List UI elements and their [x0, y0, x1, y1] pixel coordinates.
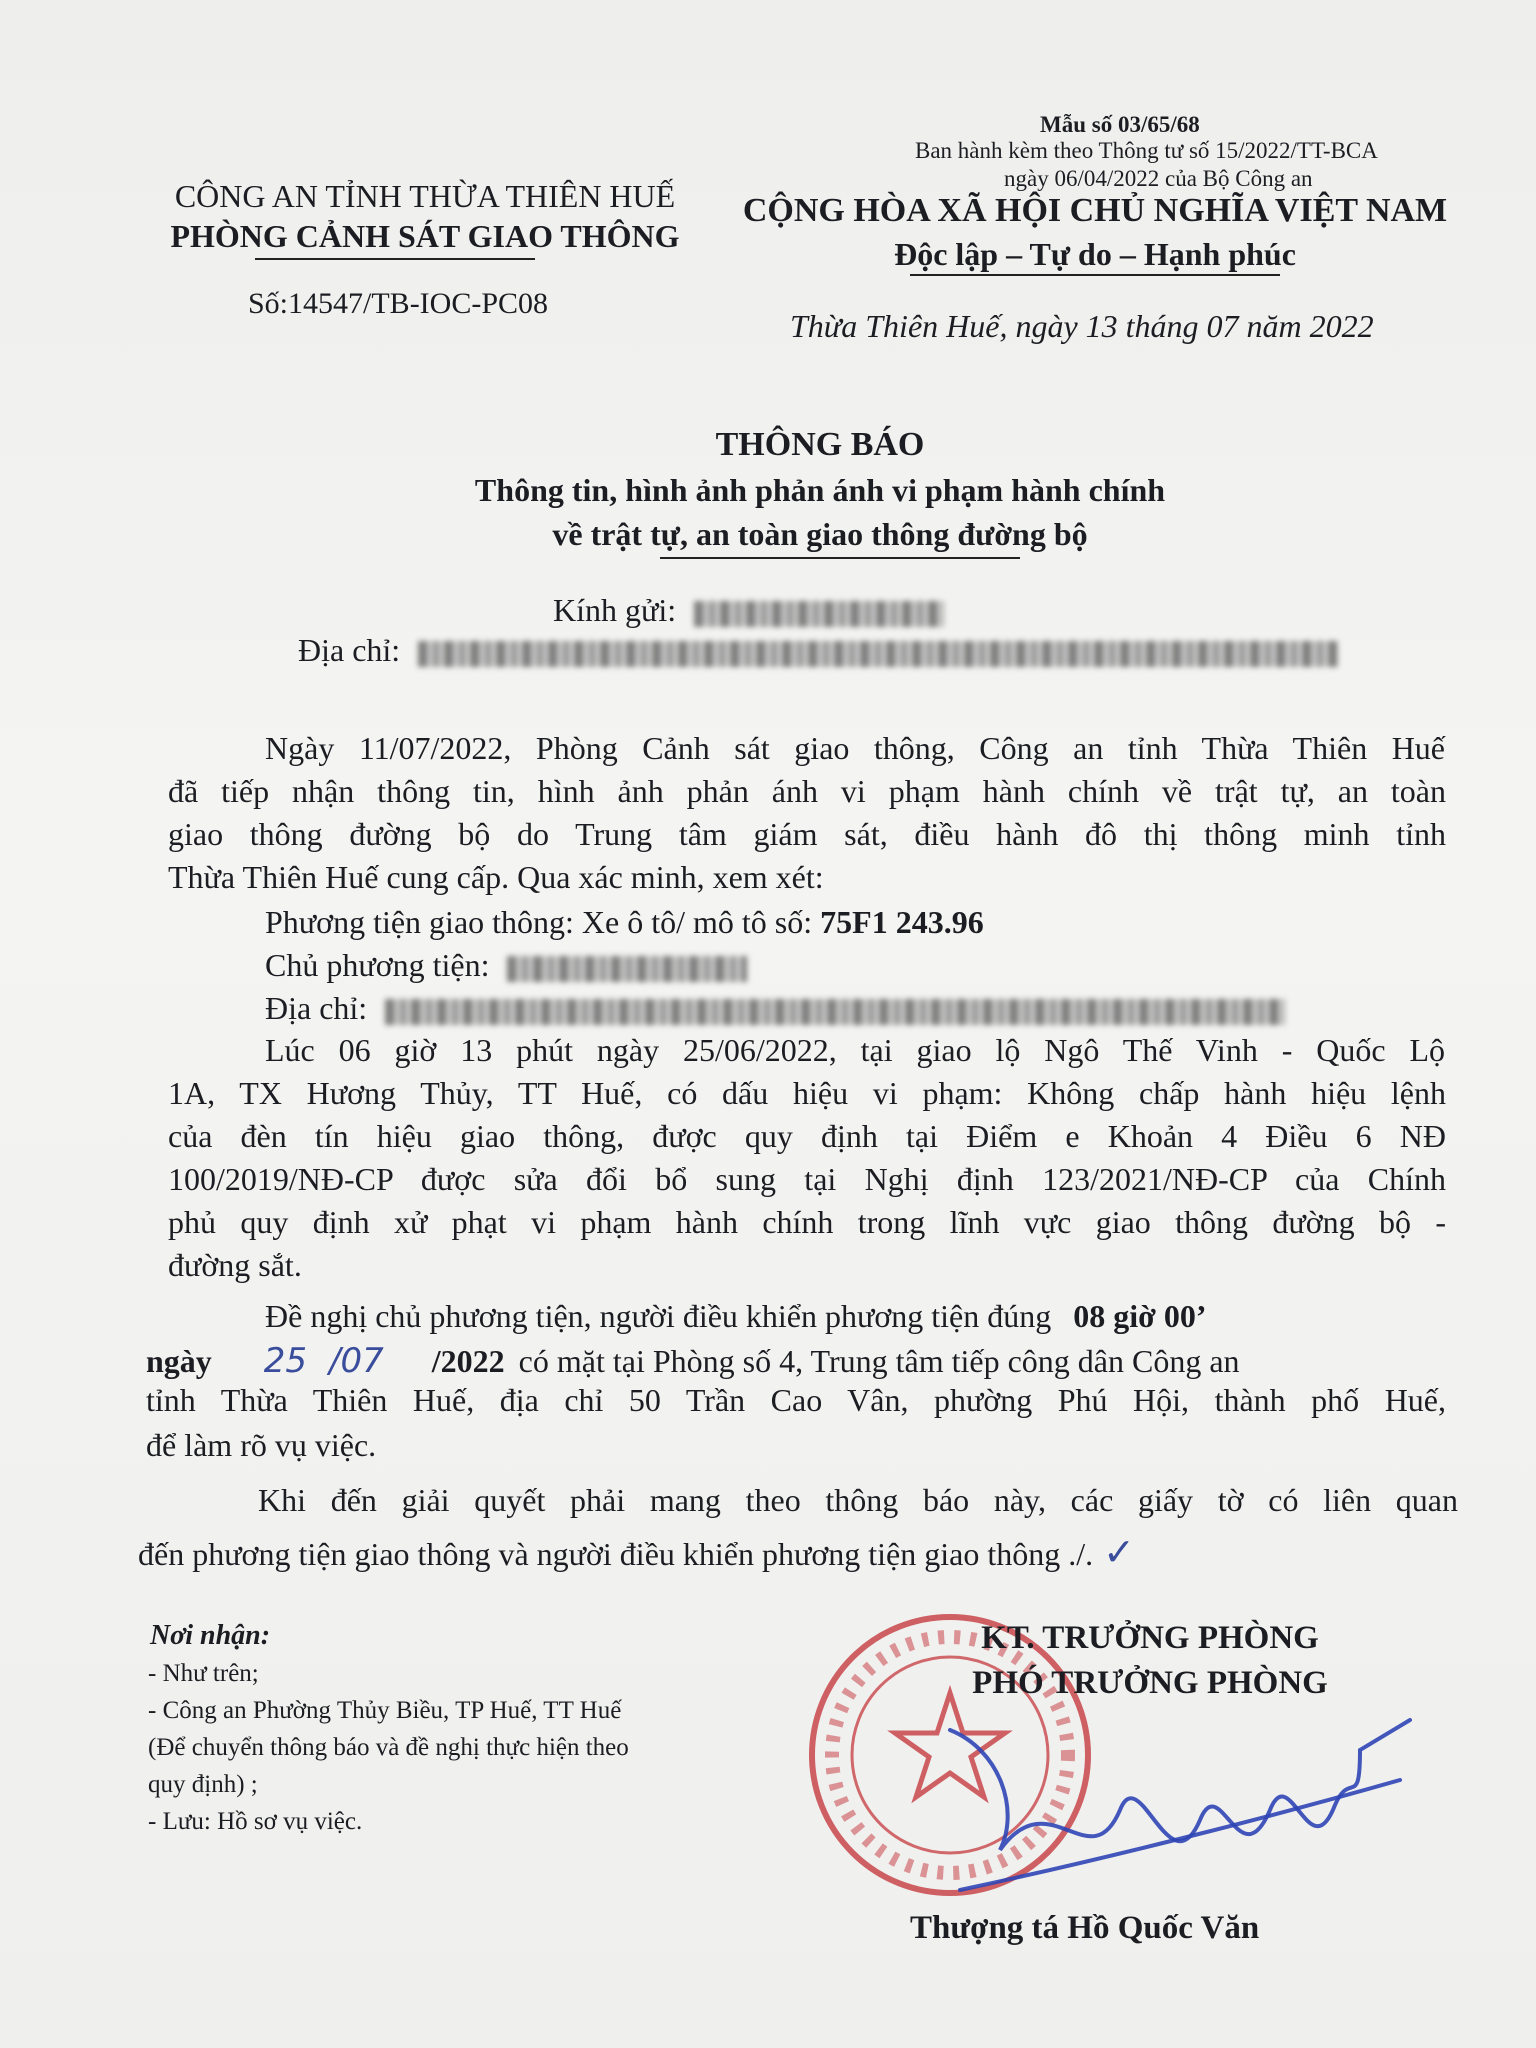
owner-line: [265, 947, 747, 984]
national-title: CỘNG HÒA XÃ HỘI CHỦ NGHĨA VIỆT NAM: [742, 192, 1448, 229]
appointment-time: 08 giờ 00’: [1073, 1298, 1207, 1334]
body-line: để làm rõ vụ việc.: [146, 1427, 377, 1463]
issued-by-line-1: Ban hành kèm theo Thông tư số 15/2022/TT-BCA: [915, 138, 1378, 163]
document-title: THÔNG BÁO: [715, 426, 925, 463]
owner-address-label: Địa chỉ:: [265, 990, 368, 1026]
document-number: Số:14547/TB-IOC-PC08: [248, 287, 549, 320]
issued-by-line-2: ngày 06/04/2022 của Bộ Công an: [1004, 166, 1313, 191]
receiver-item: (Để chuyển thông báo và đề nghị thực hiện theo: [148, 1734, 629, 1761]
redacted-owner: [507, 956, 747, 982]
signer-name: Thượng tá Hồ Quốc Văn: [910, 1910, 1260, 1946]
recipient-address-line: [298, 632, 1338, 669]
receiver-item: - Công an Phường Thủy Biều, TP Huế, TT Huế: [148, 1697, 622, 1724]
appointment-year: /2022: [431, 1343, 505, 1379]
document-subtitle-1: Thông tin, hình ảnh phản ánh vi phạm hành chính: [474, 472, 1166, 508]
body-line: 1A, TX Hương Thủy, TT Huế, có dấu hiệu vi phạm: Không chấp hành hiệu lệnh: [168, 1075, 1446, 1111]
signature-title-1: KT. TRƯỞNG PHÒNG: [981, 1620, 1319, 1656]
signature-title-2: PHÓ TRƯỞNG PHÒNG: [972, 1665, 1328, 1701]
body-line: Ngày 11/07/2022, Phòng Cảnh sát giao thông, Công an tỉnh Thừa Thiên Huế: [265, 730, 1445, 766]
body-line: [138, 1530, 1135, 1574]
vehicle-label: Phương tiện giao thông: Xe ô tô/ mô tô số:: [265, 904, 821, 940]
body-line: của đèn tín hiệu giao thông, được quy định tại Điểm e Khoản 4 Điều 6 NĐ: [168, 1118, 1446, 1154]
body-line: Khi đến giải quyết phải mang theo thông báo này, các giấy tờ có liên quan: [258, 1482, 1458, 1518]
body-line: giao thông đường bộ do Trung tâm giám sát, điều hành đô thị thông minh tỉnh: [168, 816, 1446, 852]
vehicle-plate: 75F1 243.96: [820, 904, 984, 940]
body-line: 100/2019/NĐ-CP được sửa đổi bổ sung tại Nghị định 123/2021/NĐ-CP của Chính: [168, 1161, 1446, 1197]
handwritten-day: 25: [263, 1341, 308, 1381]
request-text: Đề nghị chủ phương tiện, người điều khiển phương tiện đúng: [265, 1298, 1052, 1334]
body-line: đường sắt.: [168, 1247, 302, 1283]
body-line: Lúc 06 giờ 13 phút ngày 25/06/2022, tại giao lộ Ngô Thế Vinh - Quốc Lộ: [265, 1032, 1445, 1068]
receiver-item: quy định) ;: [148, 1771, 258, 1798]
owner-label: Chủ phương tiện:: [265, 947, 490, 983]
handwritten-month: /07: [329, 1341, 384, 1381]
organization-name: CÔNG AN TỈNH THỪA THIÊN HUẾ: [174, 178, 676, 214]
appointment-date-line: [146, 1341, 1240, 1381]
title-underline: [660, 557, 1020, 559]
motto-underline: [910, 274, 1280, 276]
receivers-title: Nơi nhận:: [150, 1620, 271, 1651]
recipient-line: [553, 592, 944, 629]
place-date: Thừa Thiên Huế, ngày 13 tháng 07 năm 2022: [790, 308, 1374, 344]
department-name: PHÒNG CẢNH SÁT GIAO THÔNG: [170, 218, 680, 254]
document-subtitle-2: về trật tự, an toàn giao thông đường bộ: [552, 516, 1088, 552]
handwritten-signature: [940, 1690, 1420, 1920]
org-underline: [255, 258, 535, 260]
national-motto: Độc lập – Tự do – Hạnh phúc: [894, 236, 1296, 272]
body-line: tỉnh Thừa Thiên Huế, địa chỉ 50 Trần Cao Vân, phường Phú Hội, thành phố Huế,: [146, 1382, 1446, 1418]
body-line: phủ quy định xử phạt vi phạm hành chính trong lĩnh vực giao thông đường bộ -: [168, 1204, 1446, 1240]
address-label: Địa chỉ:: [298, 632, 401, 668]
form-number: Mẫu số 03/65/68: [1040, 112, 1200, 137]
redacted-owner-address: [385, 999, 1285, 1025]
receiver-item: - Lưu: Hồ sơ vụ việc.: [148, 1808, 363, 1835]
recipient-label: Kính gửi:: [553, 592, 677, 628]
request-location: có mặt tại Phòng số 4, Trung tâm tiếp công dân Công an: [518, 1343, 1240, 1379]
day-label: ngày: [146, 1343, 212, 1379]
handwritten-check-mark: ✓: [1103, 1530, 1135, 1574]
redacted-address: [418, 641, 1338, 667]
body-line: [265, 1298, 1207, 1335]
closing-text: đến phương tiện giao thông và người điều khiển phương tiện giao thông ./.: [138, 1536, 1094, 1572]
body-line: đã tiếp nhận thông tin, hình ảnh phản ánh vi phạm hành chính về trật tự, an toàn: [168, 773, 1446, 809]
owner-address-line: [265, 990, 1285, 1027]
receiver-item: - Như trên;: [148, 1660, 259, 1687]
redacted-name: [694, 601, 944, 627]
vehicle-line: [265, 904, 984, 941]
body-line: Thừa Thiên Huế cung cấp. Qua xác minh, xem xét:: [168, 859, 824, 895]
